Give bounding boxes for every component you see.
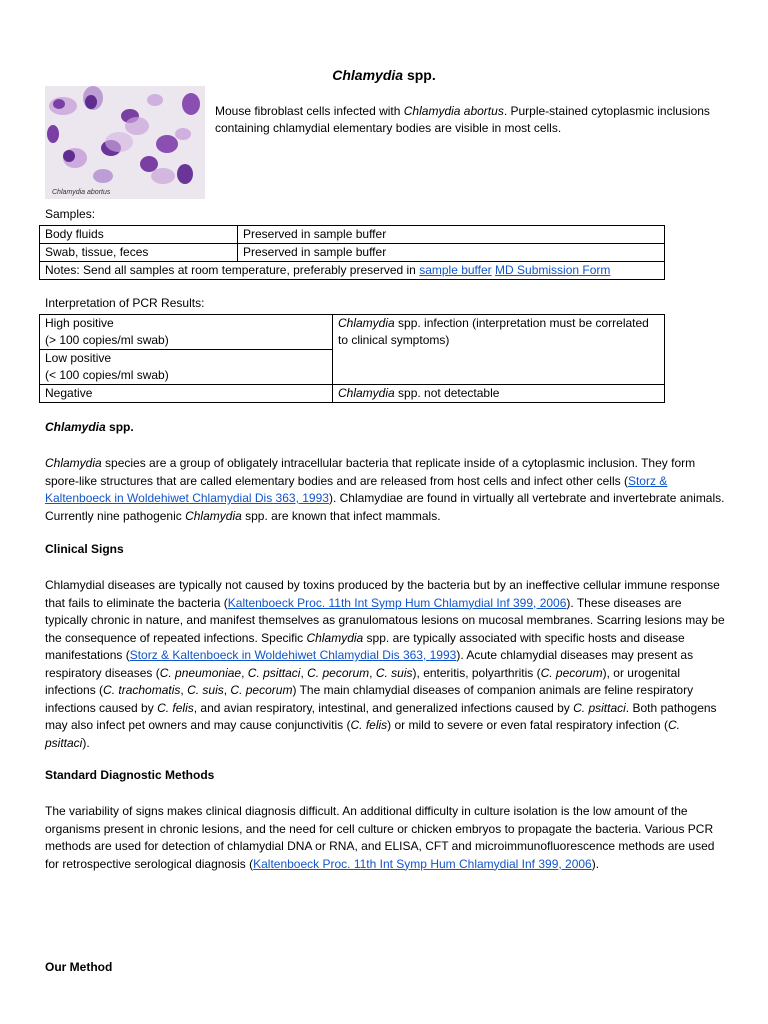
- samples-notes-cell: Notes: Send all samples at room temperature, preferably preserved in sample buffer MD Submission Form: [40, 262, 665, 280]
- our-method-heading: Our Method: [45, 960, 113, 974]
- sample-handling-cell: Preserved in sample buffer: [238, 244, 665, 262]
- citation-link[interactable]: Kaltenboeck Proc. 11th Int Symp Hum Chlamydial Inf 399, 2006: [227, 595, 567, 610]
- pcr-label: Interpretation of PCR Results:: [45, 296, 205, 310]
- table-row: [40, 226, 665, 244]
- samples-table: [39, 225, 665, 280]
- md-submission-form-link[interactable]: MD Submission Form: [495, 263, 611, 277]
- sample-type-cell: Swab, tissue, feces: [40, 244, 238, 262]
- table-row: [40, 244, 665, 262]
- citation-link[interactable]: Storz & Kaltenboeck in Woldehiwet Chlamydial Dis 363, 1993: [45, 473, 668, 505]
- citation-link[interactable]: Kaltenboeck Proc. 11th Int Symp Hum Chlamydial Inf 399, 2006: [253, 856, 592, 871]
- table-row: [40, 262, 665, 280]
- pcr-interpretation-cell: Chlamydia spp. infection (interpretation must be correlated to clinical symptoms): [333, 315, 665, 385]
- samples-label: Samples:: [45, 207, 96, 221]
- sample-handling-cell: Preserved in sample buffer: [238, 226, 665, 244]
- pcr-table: [39, 314, 665, 403]
- section-heading: Chlamydia spp.: [45, 420, 134, 434]
- clinical-signs-heading: Clinical Signs: [45, 542, 124, 556]
- pcr-result-cell: Low positive (< 100 copies/ml swab): [40, 350, 333, 385]
- citation-link[interactable]: Storz & Kaltenboeck in Woldehiwet Chlamydial Dis 363, 1993: [129, 648, 457, 662]
- table-row: [40, 315, 665, 350]
- micrograph-illustration: [45, 86, 205, 199]
- sample-buffer-link[interactable]: sample buffer: [419, 263, 492, 277]
- table-row: [40, 385, 665, 403]
- intro-paragraph: Chlamydia species are a group of obligately intracellular bacteria that replicate inside of a cytoplasmic inclusion. They form spore-like structures that are called elementary bodies and are released from host cells and infect other cells (Storz & Kaltenboeck in Woldehiwet Chlamydial Dis 363, 1993). Chlamydiae are found in virtually all vertebrate and invertebrate animals. Currently nine pathogenic Chlamydia spp. are known that infect mammals.: [45, 456, 725, 523]
- pcr-interpretation-cell: Chlamydia spp. not detectable: [333, 385, 665, 403]
- clinical-signs-paragraph: Chlamydial diseases are typically not caused by toxins produced by the bacteria but by an ineffective cellular immune response that fails to eliminate the bacteria (Kaltenboeck Proc. 11th Int Symp Hum Chlamydial Inf 399, 2006). These diseases are typically chronic in nature, and manifest themselves as granulomatous lesions on mucosal membranes. Scarring lesions may be the consequence of repeated infections. Specific Chlamydia spp. are typically associated with specific hosts and disease manifestations (Storz & Kaltenboeck in Woldehiwet Chlamydial Dis 363, 1993). Acute chlamydial diseases may present as respiratory diseases (C. pneumoniae, C. psittaci, C. pecorum, C. suis), enteritis, polyarthritis (C. pecorum), or urogenital infections (C. trachomatis, C. suis, C. pecorum) The main chlamydial diseases of companion animals are feline respiratory infections caused by C. felis, and avian respiratory, intestinal, and generalized infections caused by C. psittaci. Both pathogens may also infect pet owners and may cause conjunctivitis (C. felis) or mild to severe or even fatal respiratory infection (C. psittaci).: [45, 578, 725, 750]
- micrograph-image: [45, 86, 205, 199]
- image-caption: Chlamydia abortus: [52, 189, 111, 196]
- diagnostic-methods-heading: Standard Diagnostic Methods: [45, 768, 215, 782]
- page-title: Chlamydia spp.: [332, 67, 436, 83]
- sample-type-cell: Body fluids: [40, 226, 238, 244]
- image-description: Mouse fibroblast cells infected with Chlamydia abortus. Purple-stained cytoplasmic inclusions containing chlamydial elementary bodies are visible in most cells.: [215, 104, 710, 135]
- diagnostic-methods-paragraph: The variability of signs makes clinical diagnosis difficult. An additional difficulty in culture isolation is the low amount of the organisms present in chronic lesions, and the need for cell culture or chicken embryos to propagate the bacteria. Various PCR methods are used for detection of chlamydial DNA or RNA, and ELISA, CFT and microimmunofluorescence methods are used for retrospective serological diagnosis (Kaltenboeck Proc. 11th Int Symp Hum Chlamydial Inf 399, 2006).: [45, 804, 715, 871]
- pcr-result-cell: High positive (> 100 copies/ml swab): [40, 315, 333, 350]
- pcr-result-cell: Negative: [40, 385, 333, 403]
